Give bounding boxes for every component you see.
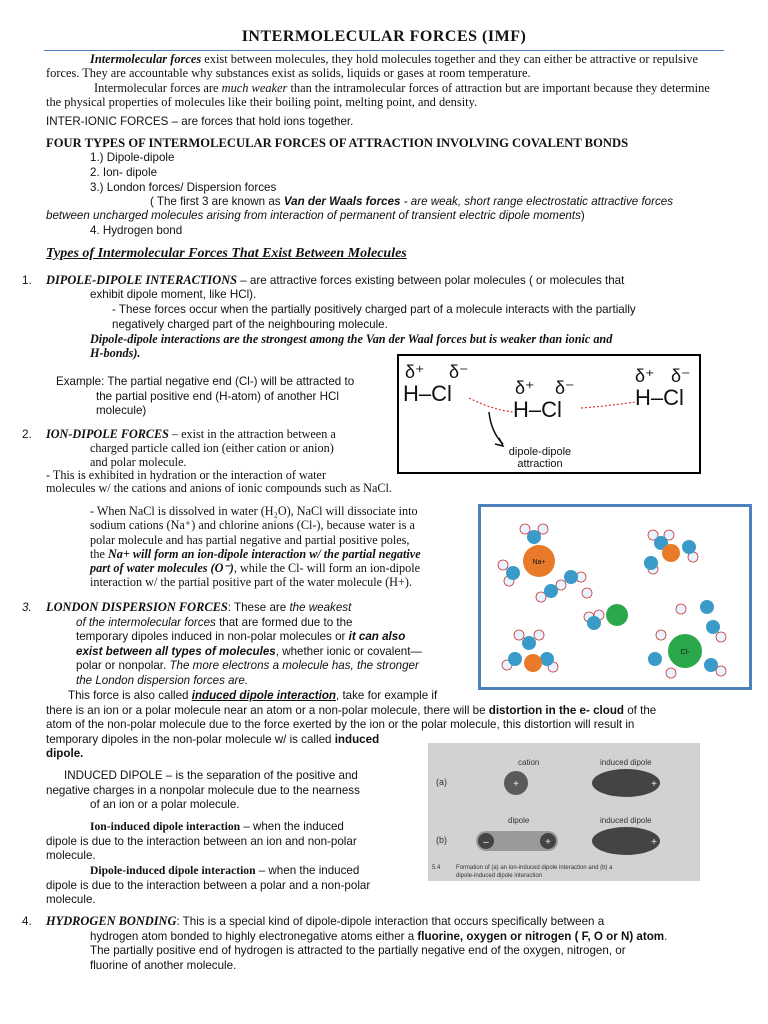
london-l2b: that are formed due to the: [215, 615, 353, 629]
hbond-l4: fluorine of another molecule.: [90, 958, 237, 972]
intro-p2-a: Intermolecular forces are: [94, 80, 222, 95]
hbond-l2a: hydrogen atom bonded to highly electronegative atoms either a: [90, 929, 418, 943]
induced-p2a: there is an ion or a polar molecule near an atom or a non-polar molecule, there will be: [46, 703, 489, 717]
hbond-l2c: .: [664, 929, 668, 943]
london-l6: the London dispersion forces are.: [76, 673, 249, 687]
nacl-p5b: , while the Cl- will form an ion-dipole: [233, 561, 421, 576]
dipole-line2: exhibit dipole moment, like HCl).: [90, 288, 257, 301]
hydration-figure: [478, 504, 752, 690]
dipole-example3: molecule): [96, 404, 147, 417]
ion-line1: [46, 427, 336, 442]
induced-p2b: distortion in the e- cloud: [488, 703, 625, 717]
fig-caption-num: 5.4: [432, 865, 441, 871]
intro-p2-b: than the intramolecular forces of attraction but are important because they determine the physical properties of molecules like their boiling point, melting point, and density.: [46, 80, 710, 110]
nacl-p4b: Na+ will form an ion-dipole interaction w/ the partial negative: [107, 546, 421, 561]
delta-minus-2: δ⁻: [555, 378, 575, 398]
nacl-p1: - When NaCl is dissolved in water (H₂O), NaCl will dissociate into: [90, 504, 418, 518]
fig-induced-label-a: induced dipole: [600, 758, 652, 767]
fig-label-b: (b): [436, 835, 447, 845]
induced-p5: dipole.: [46, 747, 84, 761]
dipole-induced-block: [46, 864, 426, 908]
ion-line3: and polar molecule.: [90, 455, 187, 469]
london-l3a: temporary dipoles induced in non-polar molecules or: [76, 630, 349, 644]
fig-cation-label: cation: [518, 758, 540, 767]
london-l4b: , whether ionic or covalent—: [275, 644, 423, 658]
ion-term: ION-DIPOLE FORCES: [46, 427, 169, 441]
vdw-a: ( The first 3 are known as: [150, 195, 284, 208]
fig-caption-2: dipole-induced dipole interaction: [456, 873, 543, 879]
ion-line4: - This is exhibited in hydration or the interaction of water: [46, 468, 327, 482]
ion-line2: charged particle called ion (either cation or anion): [90, 441, 334, 455]
hcl-molecule-1: H–Cl: [403, 381, 452, 406]
figure-caption: [503, 446, 577, 470]
types-heading: Types of Intermolecular Forces That Exist Between Molecules: [46, 246, 407, 261]
four-types-item-4: 4. Hydrogen bond: [90, 224, 183, 237]
hbond-term: HYDROGEN BONDING: [46, 914, 177, 928]
dipole-example1: Example: The partial negative end (Cl-) will be attracted to: [56, 375, 355, 388]
ion-line5: molecules w/ the cations and anions of ionic compounds such as NaCl.: [46, 481, 392, 495]
caption-line2: attraction: [517, 458, 563, 470]
dipole-bullet2: negatively charged part of the neighbouring molecule.: [112, 318, 388, 331]
ion-l1: – exist in the attraction between a: [168, 427, 336, 441]
nacl-p4a: the: [90, 546, 108, 561]
fig-caption-1: Formation of (a) an ion-induced dipole interaction and (b) a: [456, 865, 613, 871]
hbond-l2b: fluorine, oxygen or nitrogen ( F, O or N) atom: [417, 929, 665, 943]
delta-plus-3: δ⁺: [635, 366, 655, 386]
induced-def-block: [46, 769, 426, 813]
induced-d1b: – is the separation of the positive and: [162, 769, 358, 782]
interionic-definition: INTER-IONIC FORCES – are forces that hold ions together.: [46, 115, 354, 128]
induced-d1a: INDUCED DIPOLE: [64, 769, 163, 782]
fig-dipole-label: dipole: [508, 816, 530, 825]
ion-induced-i3: molecule.: [46, 849, 96, 863]
london-l3b: it can also: [348, 630, 406, 644]
induced-a-plus: +: [651, 779, 657, 790]
hbond-block: [46, 914, 746, 973]
nacl-p3: polar molecule and has partial negative and partial positive poles,: [90, 532, 410, 547]
intro-p2-em: much weaker: [221, 80, 288, 95]
delta-minus-3: δ⁻: [671, 366, 691, 386]
dipole-num: 1.: [22, 274, 32, 287]
title-underline: [44, 50, 724, 51]
induced-p1c: , take for example if: [336, 689, 438, 702]
nacl-paragraph: [90, 504, 470, 590]
delta-minus-1: δ⁻: [449, 362, 469, 382]
fig-induced-label-b: induced dipole: [600, 816, 652, 825]
delta-plus-1: δ⁺: [405, 362, 425, 382]
hydration-illustration: [481, 507, 749, 687]
hbond-l1: : This is a special kind of dipole-dipole interaction that occurs specifically between a: [176, 915, 605, 928]
dipole-induced-j3: molecule.: [46, 893, 96, 907]
london-block: [46, 600, 466, 689]
induced-p2c: of the: [624, 703, 657, 717]
hcl-molecule-3: H–Cl: [635, 385, 684, 410]
dipole-strong2: H-bonds).: [90, 346, 141, 360]
vdw-d: between uncharged molecules arising from interaction of permanent of transient electric dipole moments: [46, 209, 581, 222]
dipole-plus: +: [545, 837, 551, 848]
dipole-induced-j1b: – when the induced: [255, 864, 360, 877]
dipole-bullet1: - These forces occur when the partially positively charged part of a molecule interacts with the partially: [112, 303, 636, 316]
london-l5a: polar or nonpolar.: [76, 659, 170, 673]
ion-induced-i1b: – when the induced: [240, 820, 344, 833]
induced-p3: atom of the non-polar molecule due to the force exerted by the ion or the polar molecule, this distortion will result in: [46, 718, 635, 732]
induced-dipole-illustration: [428, 743, 700, 881]
hcl-molecule-2: H–Cl: [513, 397, 562, 422]
intro-term: Intermolecular forces: [90, 52, 202, 66]
nacl-p6: interaction w/ the partial positive part of the water molecule (H+).: [90, 575, 412, 590]
intro-text: exist between molecules, they hold molecules together and they can either be attractive or repulsive forces. They are accountable why substances exist as solids, liquids or gases at room temperature.: [46, 52, 698, 81]
hbond-l3: The partially positive end of hydrogen is attracted to the partially negative end of the oxygen, nitrogen, or: [90, 944, 626, 958]
cl-label-1: Cl-: [680, 649, 690, 656]
four-types-heading: FOUR TYPES OF INTERMOLECULAR FORCES OF ATTRACTION INVOLVING COVALENT BONDS: [46, 136, 629, 150]
cation-plus: +: [513, 779, 519, 790]
dipole-strong1: Dipole-dipole interactions are the strongest among the Van der Waal forces but is weaker than ionic and: [90, 332, 613, 346]
induced-d3: of an ion or a polar molecule.: [90, 798, 240, 812]
induced-dipole-figure: [428, 743, 700, 881]
vdw-term: Van der Waals forces: [283, 195, 401, 208]
four-types-item-2: 2. Ion- dipole: [90, 166, 158, 179]
hbond-num: 4.: [22, 915, 32, 928]
dipole-term: DIPOLE-DIPOLE INTERACTIONS: [46, 273, 238, 287]
vdw-note-line1: [150, 195, 673, 210]
induced-p4a: temporary dipoles in the non-polar molecule w/ is called: [46, 732, 335, 746]
dipole-induced-j2: dipole is due to the interaction between a polar and a non-polar: [46, 878, 371, 892]
vdw-c: - are weak, short range electrostatic attractive forces: [400, 195, 674, 208]
nacl-p2: sodium cations (Na⁺) and chlorine anions (Cl-), because water is a: [90, 518, 415, 533]
four-types-item-1: 1.) Dipole-dipole: [90, 151, 175, 164]
dipole-minus: –: [483, 837, 489, 848]
dipole-text1: – are attractive forces existing between polar molecules ( or molecules that: [237, 274, 625, 287]
hcl-dipole-figure: [397, 354, 701, 474]
ion-induced-i2: dipole is due to the interaction between an ion and non-polar: [46, 834, 357, 848]
induced-p1a: This force is also called: [68, 689, 192, 702]
induced-p1b: induced dipole interaction: [191, 689, 337, 702]
page-title: INTERMOLECULAR FORCES (IMF): [241, 28, 527, 45]
london-l1a: : These are: [227, 601, 290, 614]
nacl-p5a: part of water molecules (O⁻): [90, 561, 234, 576]
induced-d2: negative charges in a nonpolar molecule due to the nearness: [46, 783, 360, 797]
ion-num: 2.: [22, 428, 32, 441]
dipole-line1: [46, 273, 624, 289]
fig-label-a: (a): [436, 777, 447, 787]
induced-p4b: induced: [334, 732, 380, 746]
four-types-item-3: 3.) London forces/ Dispersion forces: [90, 181, 277, 194]
na-label-1: Na+: [532, 559, 546, 566]
london-num: 3.: [22, 601, 32, 614]
ion-induced-block: [46, 820, 426, 864]
vdw-note-line2: [46, 209, 585, 224]
london-l1b: the weakest: [289, 601, 352, 614]
vdw-e: ): [580, 209, 585, 222]
london-l5b: The more electrons a molecule has, the stronger: [169, 659, 419, 673]
london-l2a: of the intermolecular forces: [76, 615, 216, 629]
caption-line1: dipole-dipole: [508, 446, 572, 458]
london-l4a: exist between all types of molecules: [76, 644, 276, 658]
ion-induced-term: Ion-induced dipole interaction: [90, 820, 241, 833]
induced-b-plus: +: [651, 837, 657, 848]
intro-paragraph: [46, 52, 726, 110]
dipole-example2: the partial positive end (H-atom) of another HCl: [96, 390, 339, 403]
delta-plus-2: δ⁺: [515, 378, 535, 398]
london-term: LONDON DISPERSION FORCES: [46, 600, 228, 614]
dipole-induced-term: Dipole-induced dipole interaction: [90, 864, 256, 877]
